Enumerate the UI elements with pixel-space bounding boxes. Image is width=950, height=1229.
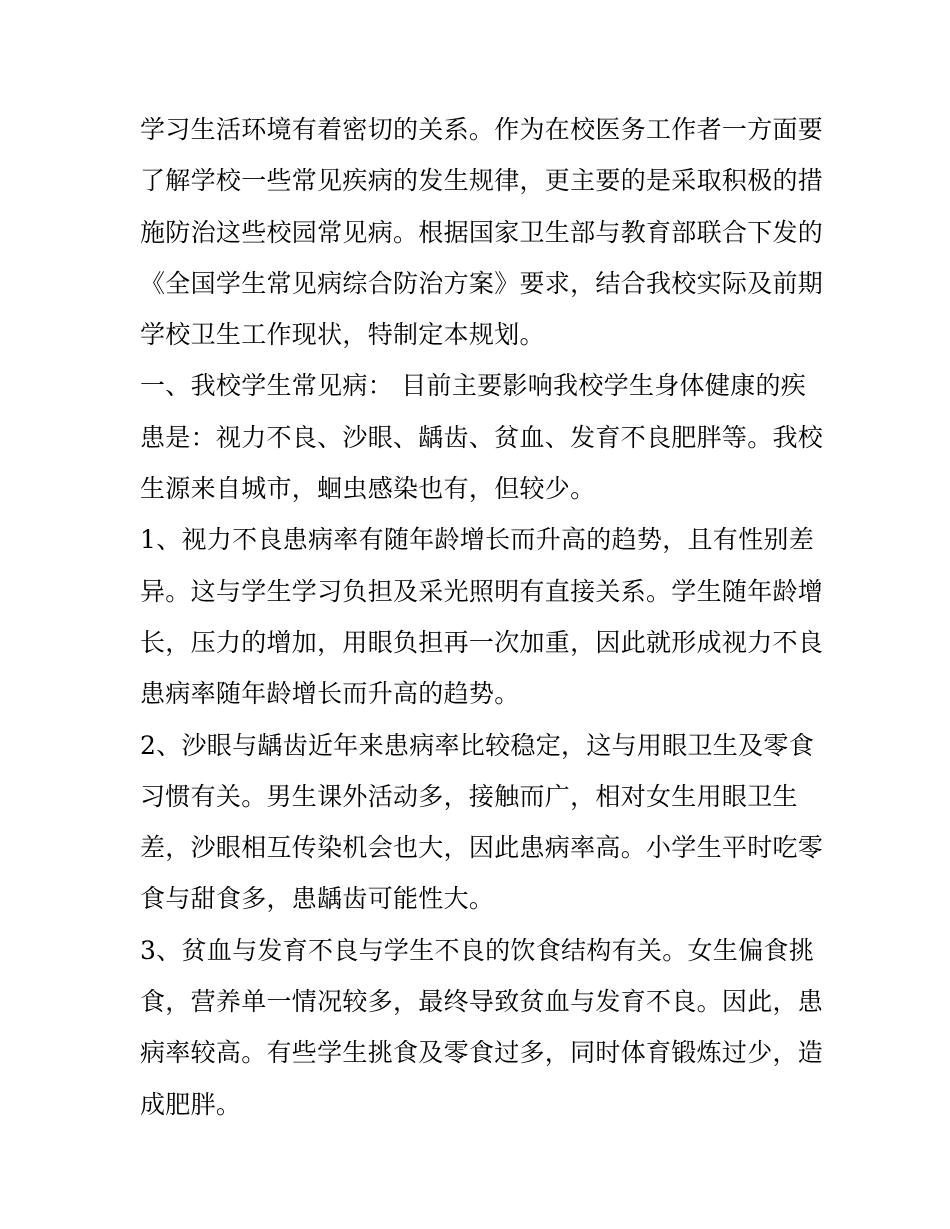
text-line: 食与甜食多，患龋齿可能性大。 <box>140 884 495 914</box>
text-line: 了解学校一些常见疾病的发生规律，更主要的是采取积极的措 <box>140 166 824 196</box>
text-line: 异。这与学生学习负担及采光照明有直接关系。学生随年龄增 <box>140 576 824 606</box>
list-item-1-line: 1、视力不良患病率有随年龄增长而升高的趋势，且有性别差 <box>140 525 815 555</box>
text-line: 学习生活环境有着密切的关系。作为在校医务工作者一方面要 <box>140 115 824 144</box>
text-line: 成肥胖。 <box>140 1089 242 1119</box>
document-body <box>140 104 824 1130</box>
text-line: 食，营养单一情况较多，最终导致贫血与发育不良。因此，患 <box>140 987 824 1017</box>
text-line: 习惯有关。男生课外活动多，接触而广，相对女生用眼卫生 <box>140 781 798 811</box>
text-line: 患是：视力不良、沙眼、龋齿、贫血、发育不良肥胖等。我校 <box>140 422 824 452</box>
text-line: 病率较高。有些学生挑食及零食过多，同时体育锻炼过少，造 <box>140 1038 824 1068</box>
text-line: 生源来自城市，蛔虫感染也有，但较少。 <box>140 474 596 504</box>
list-item-2-line: 2、沙眼与龋齿近年来患病率比较稳定，这与用眼卫生及零食 <box>140 730 815 760</box>
list-item-3-line: 3、贫血与发育不良与学生不良的饮食结构有关。女生偏食挑 <box>140 935 815 965</box>
section-heading-line: 一、我校学生常见病： 目前主要影响我校学生身体健康的疾 <box>140 371 807 401</box>
text-line: 差，沙眼相互传染机会也大，因此患病率高。小学生平时吃零 <box>140 833 824 863</box>
text-line: 患病率随年龄增长而升高的趋势。 <box>140 679 520 709</box>
text-line: 施防治这些校园常见病。根据国家卫生部与教育部联合下发的 <box>140 217 824 247</box>
text-line: 《全国学生常见病综合防治方案》要求，结合我校实际及前期 <box>140 268 824 298</box>
text-line: 学校卫生工作现状，特制定本规划。 <box>140 320 545 350</box>
text-line: 长，压力的增加，用眼负担再一次加重，因此就形成视力不良 <box>140 627 824 657</box>
